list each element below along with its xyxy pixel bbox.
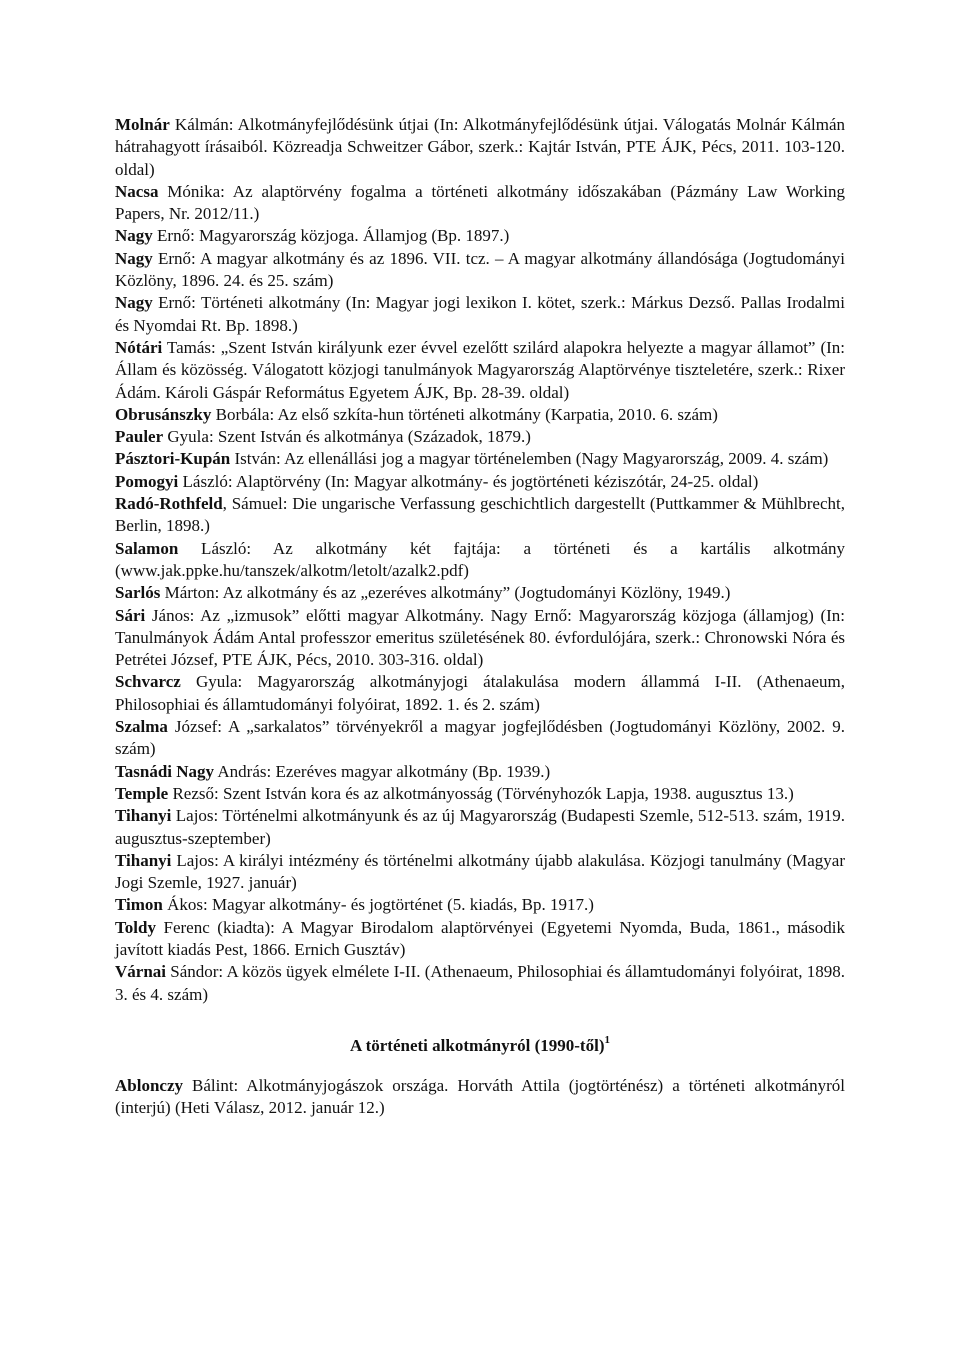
bibliography-entry <box>115 471 845 493</box>
bibliography-entry <box>115 917 845 962</box>
entry-author: Obrusánszky <box>115 404 212 424</box>
entry-author: Tasnádi Nagy <box>115 761 215 781</box>
entry-author: Molnár <box>115 115 170 134</box>
entry-author: Nagy <box>115 248 153 268</box>
bibliography-entry <box>115 605 845 672</box>
bibliography-entry <box>115 1075 845 1120</box>
bibliography-entry <box>115 761 845 783</box>
entry-author: Salamon <box>115 538 179 558</box>
bibliography-entry <box>115 805 845 850</box>
entry-author: Radó-Rothfeld <box>115 494 223 514</box>
bibliography-entry <box>115 850 845 895</box>
entry-author: Nótári <box>115 337 163 357</box>
section-title-text: A történeti alkotmányról (1990-től) <box>350 1035 605 1055</box>
entry-details: János: Az „izmusok” előtti magyar Alkotmány. Nagy Ernő: Magyarország közjoga (államjog) (In: Tanulmányok Ádám Antal professzor emeritus születésének 80. évfordulójára, szerk.: Chronowski Nóra és Petrétei József, PTE ÁJK, Pécs, 2010. 303-316. oldal) <box>115 605 845 670</box>
entry-author: Sári <box>115 605 146 625</box>
bibliography-entry <box>115 426 845 448</box>
footnote-mark: 1 <box>604 1034 610 1047</box>
bibliography-entry <box>115 783 845 805</box>
entry-details: Ernő: A magyar alkotmány és az 1896. VII. tcz. – A magyar alkotmány állandósága (Jogtudományi Közlöny, 1896. 24. és 25. szám) <box>115 248 845 291</box>
entry-author: Pauler <box>115 427 164 447</box>
entry-author: Temple <box>115 783 169 803</box>
bibliography-list <box>115 114 845 1006</box>
entry-author: Toldy <box>115 917 156 937</box>
entry-author: Schvarcz <box>115 672 181 692</box>
entry-details: Mónika: Az alaptörvény fogalma a történeti alkotmány időszakában (Pázmány Law Working Papers, Nr. 2012/11.) <box>115 181 845 224</box>
entry-details: Ernő: Történeti alkotmány (In: Magyar jogi lexikon I. kötet, szerk.: Márkus Dezső. Pallas Irodalmi és Nyomdai Rt. Bp. 1898.) <box>115 293 845 335</box>
bibliography-entry <box>115 248 845 293</box>
entry-details: József: A „sarkalatos” törvényekről a magyar jogfejlődésben (Jogtudományi Közlöny, 2002. 9. szám) <box>115 717 845 759</box>
entry-details: , Sámuel: Die ungarische Verfassung geschichtlich dargestellt (Puttkammer & Mühlbrecht, Berlin, 1898.) <box>115 494 845 536</box>
bibliography-entry <box>115 404 845 426</box>
entry-author: Nagy <box>115 226 153 246</box>
bibliography-entry <box>115 292 845 337</box>
bibliography-entry <box>115 716 845 761</box>
entry-details: Gyula: Magyarország alkotmányjogi átalakulása modern állammá I-II. (Athenaeum, Philosophiai és államtudományi folyóirat, 1892. 1. és 2. szám) <box>115 672 845 714</box>
entry-details: András: Ezeréves magyar alkotmány (Bp. 1939.) <box>214 761 551 781</box>
entry-details: Ákos: Magyar alkotmány- és jogtörténet (5. kiadás, Bp. 1917.) <box>162 895 594 915</box>
entry-details: László: Az alkotmány két fajtája: a történeti és a kartális alkotmány (www.jak.ppke.hu/tanszek/alkotm/letolt/azalk2.pdf) <box>115 538 845 580</box>
bibliography-entry <box>115 337 845 404</box>
entry-author: Ablonczy <box>115 1075 183 1095</box>
bibliography-entry <box>115 582 845 604</box>
entry-details: László: Alaptörvény (In: Magyar alkotmány- és jogtörténeti kéziszótár, 24-25. oldal) <box>178 471 759 491</box>
entry-author: Tihanyi <box>115 850 172 870</box>
entry-details: Sándor: A közös ügyek elmélete I-II. (Athenaeum, Philosophiai és államtudományi folyóirat, 1898. 3. és 4. szám) <box>115 962 845 1004</box>
bibliography-entry <box>115 894 845 916</box>
entry-author: Szalma <box>115 717 168 737</box>
entry-author: Nacsa <box>115 181 159 201</box>
entry-author: Várnai <box>115 962 166 982</box>
entry-author: Tihanyi <box>115 806 172 826</box>
bibliography-entry <box>115 493 845 538</box>
entry-details: Lajos: Történelmi alkotmányunk és az új Magyarország (Budapesti Szemle, 512-513. szám, 1919. augusztus-szeptember) <box>115 806 845 848</box>
bibliography-entry <box>115 961 845 1006</box>
entry-details: Kálmán: Alkotmányfejlődésünk útjai (In: Alkotmányfejlődésünk útjai. Válogatás Molnár Kálmán hátrahagyott írásaiból. Közreadja Schweitzer Gábor, szerk.: Kajtár István, PTE ÁJK, Pécs, 2011. 103-120. oldal) <box>115 115 845 179</box>
entry-author: Timon <box>115 895 163 915</box>
bibliography-entry <box>115 181 845 226</box>
entry-details: Bálint: Alkotmányjogászok országa. Horváth Attila (jogtörténész) a történeti alkotmányról (interjú) (Heti Válasz, 2012. január 12.) <box>115 1075 845 1118</box>
entry-details: Ernő: Magyarország közjoga. Államjog (Bp. 1897.) <box>152 226 510 246</box>
bibliography-entry <box>115 538 845 583</box>
entry-details: Márton: Az alkotmány és az „ezeréves alkotmány” (Jogtudományi Közlöny, 1949.) <box>160 583 731 603</box>
bibliography-entry <box>115 448 845 470</box>
entry-author: Pomogyi <box>115 471 179 491</box>
entry-details: Rezső: Szent István kora és az alkotmányosság (Törvényhozók Lapja, 1938. augusztus 13.) <box>168 783 794 803</box>
entry-details: Gyula: Szent István és alkotmánya (Századok, 1879.) <box>163 427 531 447</box>
entry-details: Ferenc (kiadta): A Magyar Birodalom alaptörvényei (Egyetemi Nyomda, Buda, 1861., második javított kiadás Pest, 1866. Ernich Gusztáv) <box>115 917 845 959</box>
entry-details: István: Az ellenállási jog a magyar történelemben (Nagy Magyarország, 2009. 4. szám) <box>230 449 829 469</box>
entry-author: Sarlós <box>115 583 161 603</box>
entry-details: Lajos: A királyi intézmény és történelmi alkotmány újabb alakulása. Közjogi tanulmány (Magyar Jogi Szemle, 1927. január) <box>115 850 845 893</box>
bibliography-entry <box>115 671 845 716</box>
bibliography-entry <box>115 225 845 247</box>
entry-details: Borbála: Az első szkíta-hun történeti alkotmány (Karpatia, 2010. 6. szám) <box>211 404 718 424</box>
entry-author: Nagy <box>115 293 153 313</box>
bibliography-entry <box>115 114 845 181</box>
section-bibliography-list <box>115 1075 845 1120</box>
entry-details: Tamás: „Szent István királyunk ezer évvel ezelőtt szilárd alapokra helyezte a magyar államot” (In: Állam és közösség. Válogatott közjogi tanulmányok Magyarország Alaptörvénye tiszteletére, szerk.: Rixer Ádám. Károli Gáspár Református Egyetem ÁJK, Bp. 28-39. oldal) <box>115 337 845 402</box>
entry-author: Pásztori-Kupán <box>115 449 231 469</box>
document-page <box>115 114 845 1119</box>
section-heading <box>115 1035 845 1057</box>
